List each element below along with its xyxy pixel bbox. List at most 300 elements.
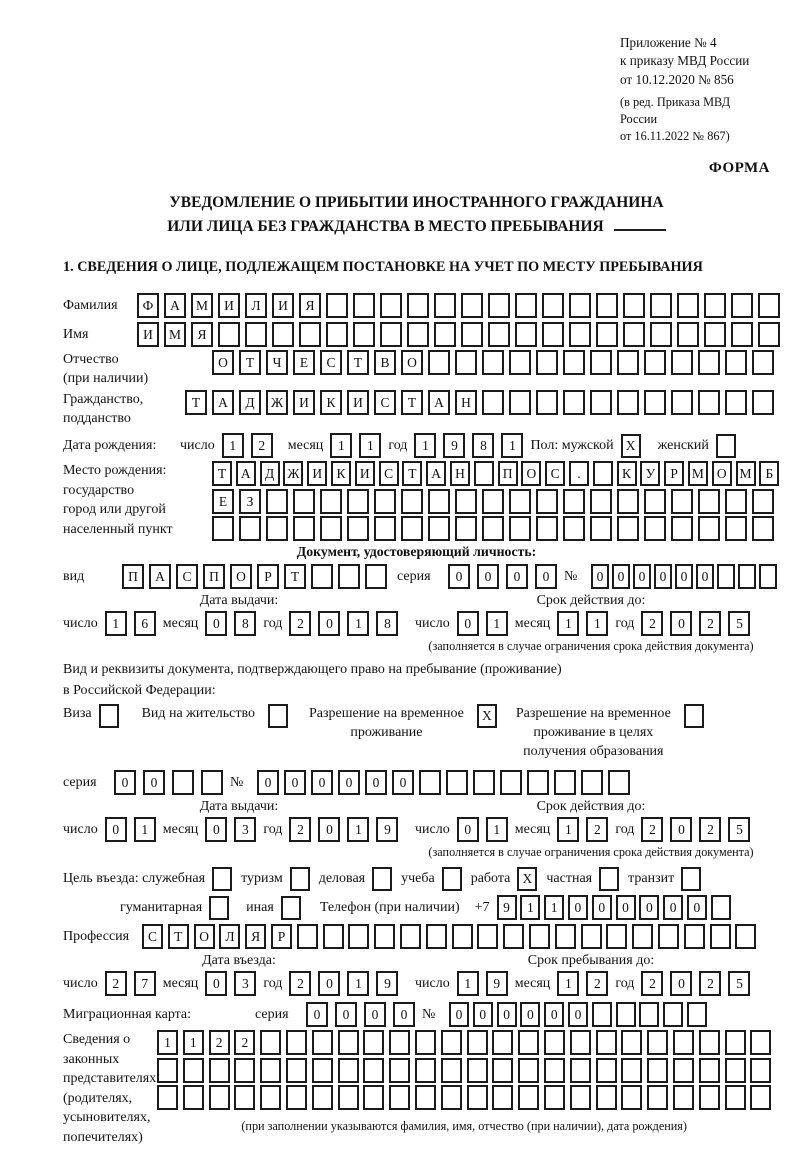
- char-cell[interactable]: [518, 1030, 539, 1055]
- char-cell[interactable]: 0: [105, 817, 127, 842]
- char-cell[interactable]: И: [137, 322, 159, 347]
- char-cell[interactable]: [441, 1085, 462, 1110]
- char-cell[interactable]: [415, 1058, 436, 1083]
- char-cell[interactable]: [509, 390, 531, 415]
- char-cell[interactable]: 0: [568, 895, 588, 920]
- char-cell[interactable]: 0: [306, 1002, 328, 1027]
- char-cell[interactable]: [323, 924, 344, 949]
- char-cell[interactable]: [201, 770, 223, 795]
- char-cell[interactable]: [725, 1030, 746, 1055]
- char-cell[interactable]: 0: [205, 611, 227, 636]
- char-cell[interactable]: [260, 1085, 281, 1110]
- char-cell[interactable]: [759, 564, 777, 589]
- char-cell[interactable]: 1: [557, 971, 579, 996]
- char-cell[interactable]: 0: [506, 564, 528, 589]
- char-cell[interactable]: 2: [641, 611, 663, 636]
- char-cell[interactable]: [389, 1058, 410, 1083]
- char-cell[interactable]: А: [426, 461, 446, 486]
- char-cell[interactable]: Б: [759, 461, 779, 486]
- char-cell[interactable]: [407, 322, 429, 347]
- char-cell[interactable]: С: [176, 564, 198, 589]
- char-cell[interactable]: [428, 516, 450, 541]
- char-cell[interactable]: Т: [402, 461, 422, 486]
- char-cell[interactable]: Я: [299, 293, 321, 318]
- char-cell[interactable]: [536, 489, 558, 514]
- char-cell[interactable]: [725, 489, 747, 514]
- char-cell[interactable]: [590, 350, 612, 375]
- char-cell[interactable]: 0: [654, 564, 672, 589]
- char-cell[interactable]: 1: [330, 433, 352, 458]
- char-cell[interactable]: [699, 1030, 720, 1055]
- char-cell[interactable]: [650, 322, 672, 347]
- char-cell[interactable]: [172, 770, 194, 795]
- char-cell[interactable]: [482, 516, 504, 541]
- char-cell[interactable]: 1: [557, 817, 579, 842]
- char-cell[interactable]: [461, 293, 483, 318]
- char-cell[interactable]: 2: [699, 817, 721, 842]
- char-cell[interactable]: 0: [393, 1002, 415, 1027]
- char-cell[interactable]: Т: [401, 390, 423, 415]
- char-cell[interactable]: [509, 350, 531, 375]
- char-cell[interactable]: [671, 489, 693, 514]
- char-cell[interactable]: [677, 322, 699, 347]
- char-cell[interactable]: [752, 350, 774, 375]
- char-cell[interactable]: 2: [289, 611, 311, 636]
- char-cell[interactable]: 2: [641, 971, 663, 996]
- purpose-tourism-checkbox[interactable]: [290, 867, 310, 891]
- char-cell[interactable]: [446, 770, 468, 795]
- char-cell[interactable]: [725, 1085, 746, 1110]
- char-cell[interactable]: 2: [209, 1030, 230, 1055]
- char-cell[interactable]: [503, 924, 524, 949]
- char-cell[interactable]: 0: [284, 770, 306, 795]
- char-cell[interactable]: [401, 516, 423, 541]
- char-cell[interactable]: 0: [477, 564, 499, 589]
- char-cell[interactable]: 0: [143, 770, 165, 795]
- char-cell[interactable]: [704, 293, 726, 318]
- purpose-study-checkbox[interactable]: [442, 867, 462, 891]
- char-cell[interactable]: 0: [205, 971, 227, 996]
- char-cell[interactable]: [544, 1030, 565, 1055]
- char-cell[interactable]: [536, 390, 558, 415]
- char-cell[interactable]: 1: [486, 611, 508, 636]
- char-cell[interactable]: [684, 924, 705, 949]
- char-cell[interactable]: З: [239, 489, 261, 514]
- char-cell[interactable]: [725, 350, 747, 375]
- char-cell[interactable]: 1: [520, 895, 540, 920]
- char-cell[interactable]: [617, 516, 639, 541]
- char-cell[interactable]: [639, 1002, 659, 1027]
- char-cell[interactable]: Д: [239, 390, 261, 415]
- char-cell[interactable]: [752, 390, 774, 415]
- char-cell[interactable]: А: [212, 390, 234, 415]
- char-cell[interactable]: [452, 924, 473, 949]
- char-cell[interactable]: Е: [293, 350, 315, 375]
- char-cell[interactable]: [467, 1085, 488, 1110]
- char-cell[interactable]: 0: [535, 564, 557, 589]
- sex-female-checkbox[interactable]: [716, 434, 736, 458]
- char-cell[interactable]: 2: [251, 433, 273, 458]
- char-cell[interactable]: [518, 1058, 539, 1083]
- char-cell[interactable]: О: [712, 461, 732, 486]
- char-cell[interactable]: Р: [271, 924, 292, 949]
- char-cell[interactable]: [536, 516, 558, 541]
- char-cell[interactable]: [218, 322, 240, 347]
- char-cell[interactable]: [617, 350, 639, 375]
- char-cell[interactable]: И: [272, 293, 294, 318]
- char-cell[interactable]: 1: [414, 433, 436, 458]
- char-cell[interactable]: [698, 516, 720, 541]
- char-cell[interactable]: М: [164, 322, 186, 347]
- char-cell[interactable]: 9: [497, 895, 517, 920]
- char-cell[interactable]: 0: [338, 770, 360, 795]
- char-cell[interactable]: [621, 1030, 642, 1055]
- char-cell[interactable]: [266, 516, 288, 541]
- char-cell[interactable]: [544, 1085, 565, 1110]
- char-cell[interactable]: [234, 1085, 255, 1110]
- char-cell[interactable]: М: [688, 461, 708, 486]
- char-cell[interactable]: К: [617, 461, 637, 486]
- char-cell[interactable]: О: [521, 461, 541, 486]
- char-cell[interactable]: [606, 924, 627, 949]
- char-cell[interactable]: [590, 516, 612, 541]
- char-cell[interactable]: 0: [392, 770, 414, 795]
- char-cell[interactable]: 1: [501, 433, 523, 458]
- char-cell[interactable]: 1: [347, 611, 369, 636]
- char-cell[interactable]: 1: [544, 895, 564, 920]
- char-cell[interactable]: Ф: [137, 293, 159, 318]
- char-cell[interactable]: [608, 770, 630, 795]
- char-cell[interactable]: [415, 1085, 436, 1110]
- char-cell[interactable]: [461, 322, 483, 347]
- char-cell[interactable]: [434, 293, 456, 318]
- char-cell[interactable]: [389, 1030, 410, 1055]
- char-cell[interactable]: Ж: [266, 390, 288, 415]
- char-cell[interactable]: [389, 1085, 410, 1110]
- char-cell[interactable]: [663, 1002, 683, 1027]
- char-cell[interactable]: [347, 489, 369, 514]
- char-cell[interactable]: 1: [586, 611, 608, 636]
- char-cell[interactable]: Т: [239, 350, 261, 375]
- char-cell[interactable]: П: [122, 564, 144, 589]
- char-cell[interactable]: 8: [234, 611, 256, 636]
- char-cell[interactable]: [515, 293, 537, 318]
- char-cell[interactable]: Р: [664, 461, 684, 486]
- char-cell[interactable]: И: [307, 461, 327, 486]
- char-cell[interactable]: [434, 322, 456, 347]
- char-cell[interactable]: [758, 293, 780, 318]
- char-cell[interactable]: [563, 489, 585, 514]
- char-cell[interactable]: 0: [663, 895, 683, 920]
- char-cell[interactable]: 2: [105, 971, 127, 996]
- char-cell[interactable]: [671, 390, 693, 415]
- char-cell[interactable]: [286, 1058, 307, 1083]
- char-cell[interactable]: [596, 1030, 617, 1055]
- char-cell[interactable]: [212, 516, 234, 541]
- char-cell[interactable]: Р: [257, 564, 279, 589]
- char-cell[interactable]: О: [212, 350, 234, 375]
- char-cell[interactable]: [482, 350, 504, 375]
- char-cell[interactable]: [699, 1058, 720, 1083]
- char-cell[interactable]: [266, 489, 288, 514]
- char-cell[interactable]: [623, 293, 645, 318]
- char-cell[interactable]: [509, 516, 531, 541]
- temp-residence-education-checkbox[interactable]: [684, 704, 704, 728]
- char-cell[interactable]: Т: [168, 924, 189, 949]
- char-cell[interactable]: [297, 924, 318, 949]
- char-cell[interactable]: [374, 924, 395, 949]
- char-cell[interactable]: [312, 1058, 333, 1083]
- char-cell[interactable]: 0: [670, 971, 692, 996]
- char-cell[interactable]: [596, 293, 618, 318]
- char-cell[interactable]: [717, 564, 735, 589]
- char-cell[interactable]: [542, 293, 564, 318]
- char-cell[interactable]: [474, 461, 494, 486]
- char-cell[interactable]: [621, 1085, 642, 1110]
- char-cell[interactable]: [650, 293, 672, 318]
- char-cell[interactable]: [647, 1058, 668, 1083]
- char-cell[interactable]: [353, 322, 375, 347]
- char-cell[interactable]: [272, 322, 294, 347]
- char-cell[interactable]: [320, 489, 342, 514]
- char-cell[interactable]: И: [218, 293, 240, 318]
- char-cell[interactable]: [658, 924, 679, 949]
- char-cell[interactable]: 0: [114, 770, 136, 795]
- char-cell[interactable]: [592, 1002, 612, 1027]
- char-cell[interactable]: [363, 1030, 384, 1055]
- char-cell[interactable]: [563, 350, 585, 375]
- char-cell[interactable]: 0: [568, 1002, 588, 1027]
- char-cell[interactable]: О: [401, 350, 423, 375]
- char-cell[interactable]: П: [498, 461, 518, 486]
- char-cell[interactable]: 3: [234, 971, 256, 996]
- char-cell[interactable]: 9: [376, 971, 398, 996]
- char-cell[interactable]: С: [545, 461, 565, 486]
- char-cell[interactable]: [363, 1058, 384, 1083]
- char-cell[interactable]: [455, 489, 477, 514]
- char-cell[interactable]: 0: [448, 564, 470, 589]
- char-cell[interactable]: [482, 390, 504, 415]
- char-cell[interactable]: Е: [212, 489, 234, 514]
- char-cell[interactable]: Ч: [266, 350, 288, 375]
- char-cell[interactable]: [312, 1085, 333, 1110]
- char-cell[interactable]: У: [640, 461, 660, 486]
- char-cell[interactable]: [492, 1030, 513, 1055]
- char-cell[interactable]: [673, 1030, 694, 1055]
- char-cell[interactable]: 0: [696, 564, 714, 589]
- char-cell[interactable]: 0: [311, 770, 333, 795]
- char-cell[interactable]: [312, 1030, 333, 1055]
- char-cell[interactable]: [473, 770, 495, 795]
- char-cell[interactable]: 0: [520, 1002, 540, 1027]
- char-cell[interactable]: [374, 516, 396, 541]
- char-cell[interactable]: 0: [670, 817, 692, 842]
- char-cell[interactable]: 2: [586, 971, 608, 996]
- purpose-other-checkbox[interactable]: [281, 896, 301, 920]
- char-cell[interactable]: 0: [205, 817, 227, 842]
- char-cell[interactable]: 0: [639, 895, 659, 920]
- char-cell[interactable]: 3: [234, 817, 256, 842]
- char-cell[interactable]: [157, 1085, 178, 1110]
- char-cell[interactable]: .: [569, 461, 589, 486]
- char-cell[interactable]: Л: [219, 924, 240, 949]
- char-cell[interactable]: [515, 322, 537, 347]
- char-cell[interactable]: 5: [728, 971, 750, 996]
- char-cell[interactable]: [401, 489, 423, 514]
- char-cell[interactable]: 5: [728, 817, 750, 842]
- char-cell[interactable]: [467, 1030, 488, 1055]
- char-cell[interactable]: [365, 564, 387, 589]
- char-cell[interactable]: [407, 293, 429, 318]
- char-cell[interactable]: [647, 1030, 668, 1055]
- char-cell[interactable]: 1: [183, 1030, 204, 1055]
- char-cell[interactable]: [527, 770, 549, 795]
- char-cell[interactable]: 0: [544, 1002, 564, 1027]
- char-cell[interactable]: 0: [616, 895, 636, 920]
- char-cell[interactable]: 2: [699, 971, 721, 996]
- char-cell[interactable]: 1: [347, 817, 369, 842]
- char-cell[interactable]: [698, 489, 720, 514]
- char-cell[interactable]: 1: [347, 971, 369, 996]
- char-cell[interactable]: [488, 322, 510, 347]
- char-cell[interactable]: [563, 516, 585, 541]
- char-cell[interactable]: Т: [284, 564, 306, 589]
- purpose-official-checkbox[interactable]: [212, 867, 232, 891]
- char-cell[interactable]: [260, 1030, 281, 1055]
- char-cell[interactable]: [239, 516, 261, 541]
- char-cell[interactable]: [183, 1058, 204, 1083]
- char-cell[interactable]: [752, 489, 774, 514]
- char-cell[interactable]: [750, 1030, 771, 1055]
- char-cell[interactable]: [590, 489, 612, 514]
- char-cell[interactable]: [428, 489, 450, 514]
- char-cell[interactable]: С: [379, 461, 399, 486]
- char-cell[interactable]: [738, 564, 756, 589]
- char-cell[interactable]: 0: [449, 1002, 469, 1027]
- char-cell[interactable]: С: [320, 350, 342, 375]
- char-cell[interactable]: Я: [191, 322, 213, 347]
- char-cell[interactable]: 1: [134, 817, 156, 842]
- char-cell[interactable]: [569, 293, 591, 318]
- char-cell[interactable]: [617, 489, 639, 514]
- char-cell[interactable]: [752, 516, 774, 541]
- char-cell[interactable]: [428, 350, 450, 375]
- char-cell[interactable]: [644, 390, 666, 415]
- char-cell[interactable]: 0: [675, 564, 693, 589]
- char-cell[interactable]: А: [149, 564, 171, 589]
- char-cell[interactable]: [441, 1058, 462, 1083]
- char-cell[interactable]: [698, 350, 720, 375]
- char-cell[interactable]: [725, 1058, 746, 1083]
- purpose-private-checkbox[interactable]: [599, 867, 619, 891]
- char-cell[interactable]: [500, 770, 522, 795]
- char-cell[interactable]: [677, 293, 699, 318]
- char-cell[interactable]: М: [736, 461, 756, 486]
- char-cell[interactable]: [710, 924, 731, 949]
- char-cell[interactable]: [209, 1058, 230, 1083]
- char-cell[interactable]: И: [293, 390, 315, 415]
- char-cell[interactable]: [647, 1085, 668, 1110]
- char-cell[interactable]: [699, 1085, 720, 1110]
- char-cell[interactable]: [673, 1085, 694, 1110]
- char-cell[interactable]: [617, 390, 639, 415]
- char-cell[interactable]: [616, 1002, 636, 1027]
- char-cell[interactable]: [644, 489, 666, 514]
- char-cell[interactable]: [209, 1085, 230, 1110]
- char-cell[interactable]: Л: [245, 293, 267, 318]
- char-cell[interactable]: 0: [257, 770, 279, 795]
- char-cell[interactable]: [632, 924, 653, 949]
- char-cell[interactable]: [415, 1030, 436, 1055]
- char-cell[interactable]: [563, 390, 585, 415]
- char-cell[interactable]: [555, 924, 576, 949]
- char-cell[interactable]: [183, 1085, 204, 1110]
- char-cell[interactable]: 9: [443, 433, 465, 458]
- char-cell[interactable]: 1: [222, 433, 244, 458]
- char-cell[interactable]: [338, 1030, 359, 1055]
- char-cell[interactable]: [157, 1058, 178, 1083]
- char-cell[interactable]: [441, 1030, 462, 1055]
- char-cell[interactable]: [570, 1058, 591, 1083]
- char-cell[interactable]: [455, 350, 477, 375]
- char-cell[interactable]: О: [194, 924, 215, 949]
- char-cell[interactable]: [750, 1058, 771, 1083]
- char-cell[interactable]: [725, 516, 747, 541]
- char-cell[interactable]: 0: [457, 611, 479, 636]
- char-cell[interactable]: [644, 350, 666, 375]
- char-cell[interactable]: 0: [687, 895, 707, 920]
- char-cell[interactable]: 0: [335, 1002, 357, 1027]
- char-cell[interactable]: [320, 516, 342, 541]
- char-cell[interactable]: О: [230, 564, 252, 589]
- char-cell[interactable]: [293, 489, 315, 514]
- char-cell[interactable]: [426, 924, 447, 949]
- char-cell[interactable]: В: [374, 350, 396, 375]
- char-cell[interactable]: [536, 350, 558, 375]
- sex-male-checkbox[interactable]: X: [621, 434, 641, 458]
- char-cell[interactable]: С: [374, 390, 396, 415]
- char-cell[interactable]: Т: [185, 390, 207, 415]
- char-cell[interactable]: [455, 516, 477, 541]
- char-cell[interactable]: 1: [359, 433, 381, 458]
- char-cell[interactable]: [590, 390, 612, 415]
- char-cell[interactable]: 7: [134, 971, 156, 996]
- char-cell[interactable]: 0: [364, 1002, 386, 1027]
- char-cell[interactable]: [467, 1058, 488, 1083]
- char-cell[interactable]: 6: [134, 611, 156, 636]
- char-cell[interactable]: 8: [376, 611, 398, 636]
- char-cell[interactable]: [419, 770, 441, 795]
- char-cell[interactable]: [750, 1085, 771, 1110]
- char-cell[interactable]: [509, 489, 531, 514]
- char-cell[interactable]: 9: [486, 971, 508, 996]
- char-cell[interactable]: 0: [670, 611, 692, 636]
- char-cell[interactable]: [374, 489, 396, 514]
- char-cell[interactable]: А: [164, 293, 186, 318]
- char-cell[interactable]: [544, 1058, 565, 1083]
- char-cell[interactable]: [286, 1085, 307, 1110]
- residence-permit-checkbox[interactable]: [268, 704, 288, 728]
- char-cell[interactable]: [731, 293, 753, 318]
- char-cell[interactable]: 2: [289, 971, 311, 996]
- visa-checkbox[interactable]: [99, 704, 119, 728]
- char-cell[interactable]: К: [320, 390, 342, 415]
- char-cell[interactable]: А: [236, 461, 256, 486]
- char-cell[interactable]: Ж: [283, 461, 303, 486]
- char-cell[interactable]: 0: [318, 971, 340, 996]
- char-cell[interactable]: [400, 924, 421, 949]
- char-cell[interactable]: 2: [289, 817, 311, 842]
